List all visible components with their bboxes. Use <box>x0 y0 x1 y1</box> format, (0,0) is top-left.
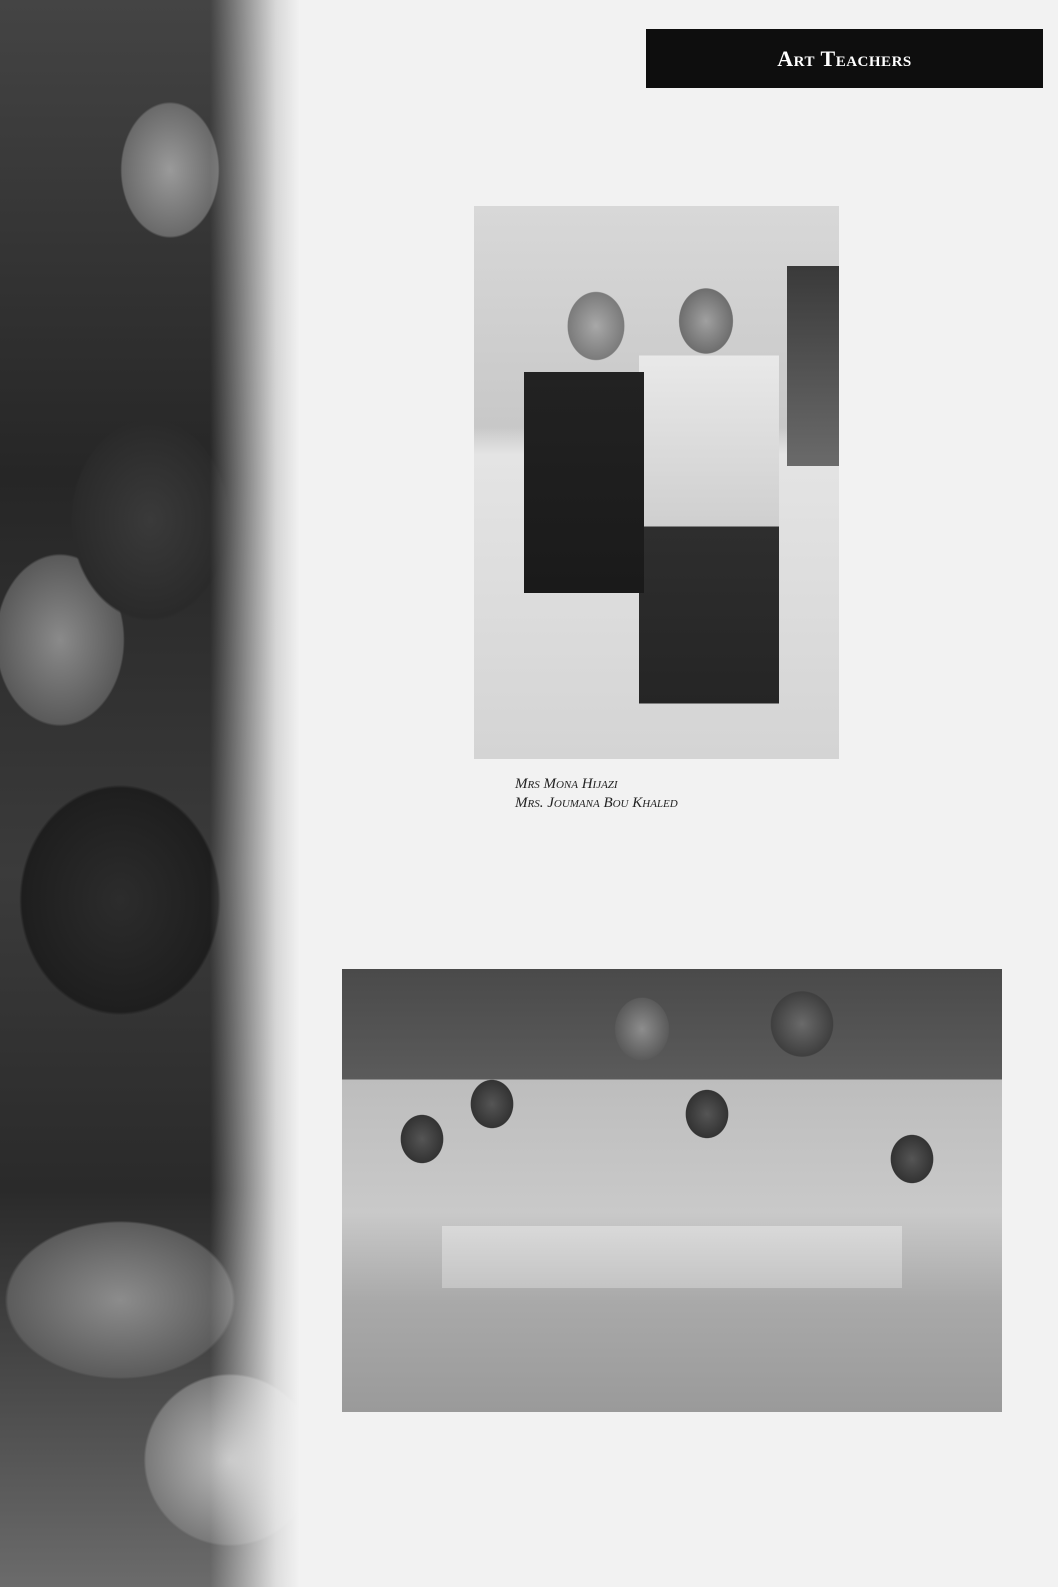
classroom-photo <box>342 969 1002 1412</box>
teachers-photo <box>474 206 839 759</box>
caption-line: Mrs. Joumana Bou Khaled <box>515 795 678 811</box>
illustration-fade <box>0 0 300 1587</box>
caption-line: Mrs Mona Hijazi <box>515 776 618 792</box>
section-header <box>646 29 1043 88</box>
section-title: Art Teachers <box>777 45 912 71</box>
photo-caption <box>515 775 835 813</box>
